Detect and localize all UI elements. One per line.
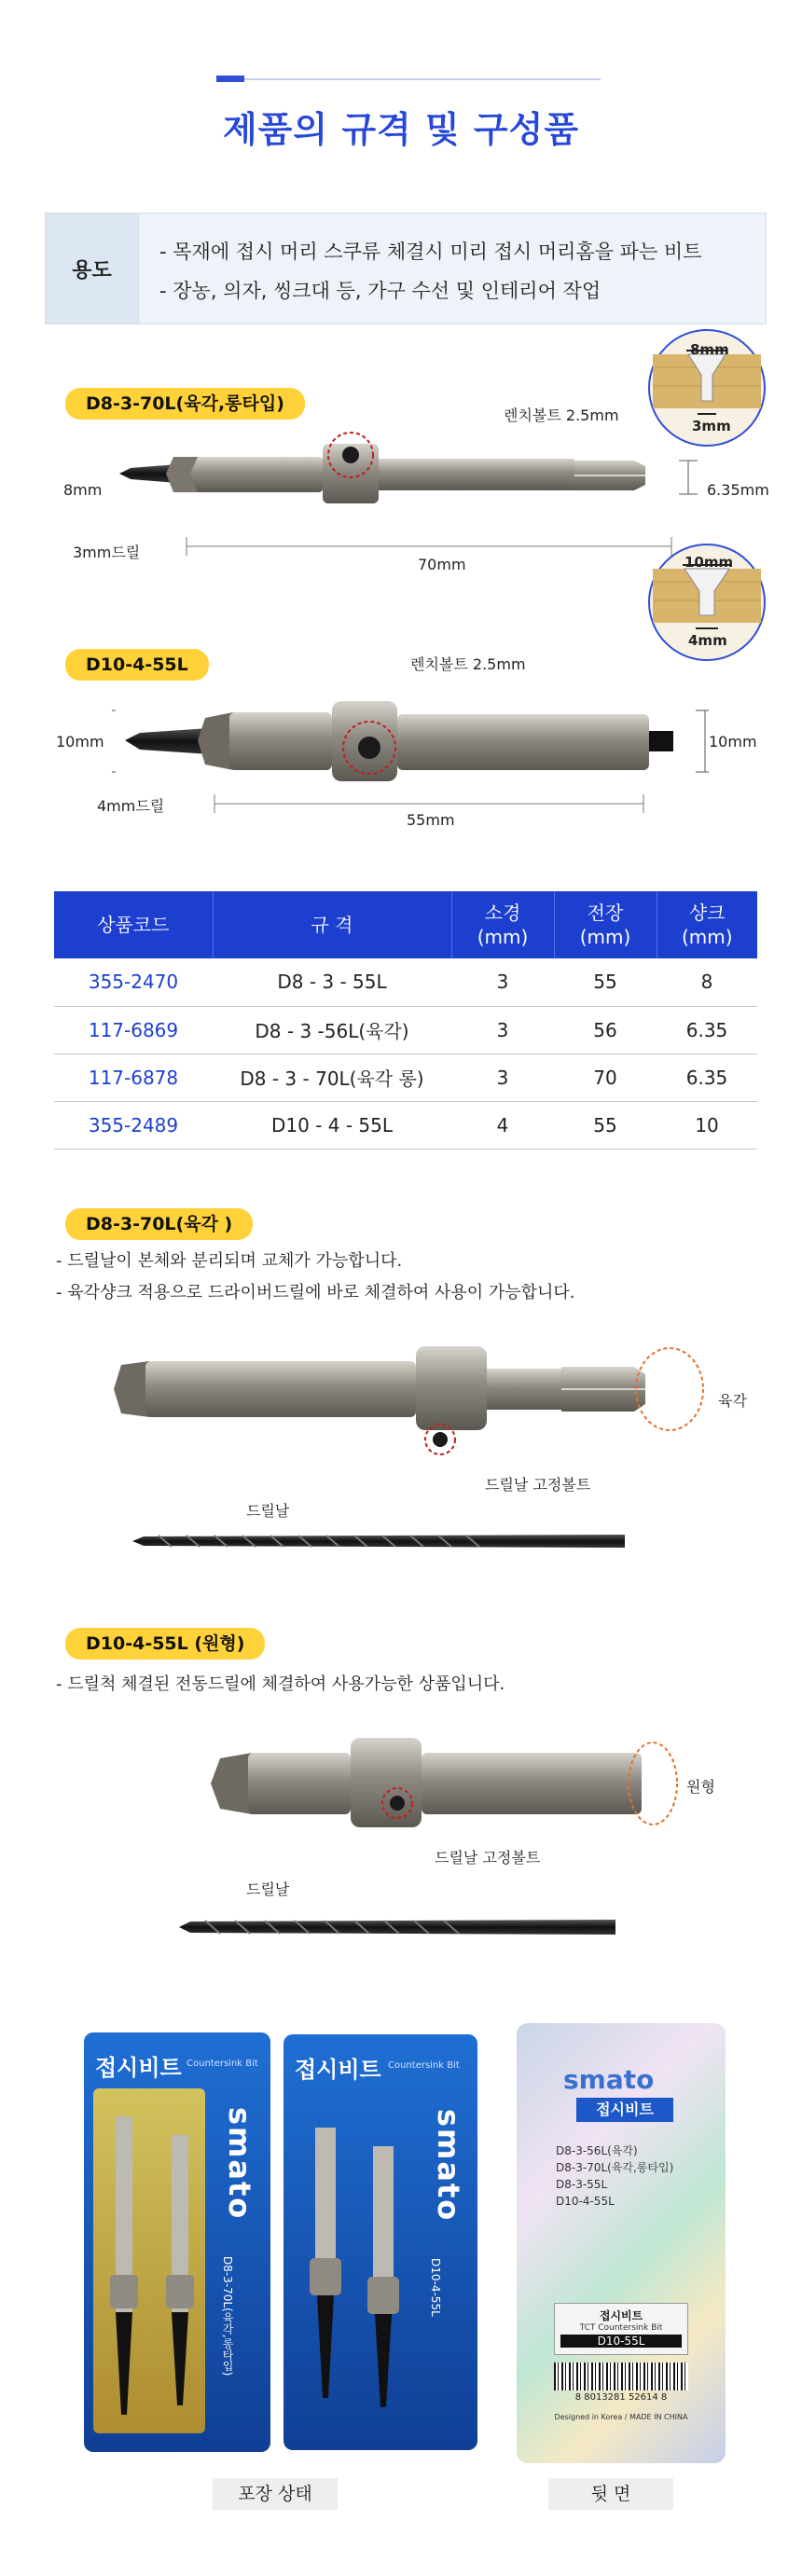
section3-desc-line: - 드릴날이 본체와 분리되며 교체가 가능합니다.	[56, 1251, 403, 1271]
back-footer: Designed in Korea / MADE IN CHINA	[554, 2413, 688, 2421]
usage-item: - 장농, 의자, 씽크대 등, 가구 수선 및 인테리어 작업	[159, 280, 602, 302]
back-option: D10-4-55L	[556, 2195, 615, 2208]
section3-desc-line: - 육각샹크 적용으로 드라이버드릴에 바로 체결하여 사용이 가능합니다.	[56, 1283, 575, 1302]
usage-list	[159, 232, 756, 310]
back-option: D8-3-55L	[556, 2178, 608, 2191]
cell-shank: 6.35	[657, 1054, 757, 1101]
header-divider	[216, 78, 601, 80]
cell-code: 355-2470	[54, 958, 213, 1006]
product2-inset-bottom: 4mm	[688, 632, 727, 649]
product2-wrench-label: 렌치볼트 2.5mm	[410, 655, 526, 673]
back-options	[556, 2142, 673, 2210]
product1-model-pill: D8-3-70L(육각,롱타입)	[65, 388, 305, 420]
product2-bit-drawing	[112, 681, 709, 820]
back-option: D8-3-56L(육각)	[556, 2144, 638, 2157]
table-row	[54, 958, 757, 1006]
back-title-badge: 접시비트	[576, 2098, 673, 2122]
product1-wrench-label: 렌치볼트 2.5mm	[504, 406, 619, 424]
cell-small-dia: 4	[451, 1101, 554, 1149]
product2-inset-top: 10mm	[684, 554, 734, 571]
section3-model-pill: D8-3-70L(육각 )	[65, 1208, 253, 1240]
package1-subtitle: Countersink Bit	[187, 2059, 258, 2069]
header-spec: 규 격	[213, 891, 451, 958]
product2-drill-label: 4mm드릴	[97, 797, 165, 815]
package1-model: D8-3-70L(육각,롱타입)	[221, 2256, 234, 2376]
product2-body-dia: 10mm	[56, 733, 104, 751]
cell-length: 55	[554, 958, 657, 1006]
section3-desc	[56, 1246, 575, 1309]
caption-back: 뒷 면	[548, 2478, 673, 2510]
back-barcode-number: 8 8013281 52614 8	[574, 2392, 668, 2403]
header-accent-bar	[216, 76, 244, 82]
table-header-row	[54, 891, 757, 958]
cell-small-dia: 3	[451, 1006, 554, 1054]
usage-item: - 목재에 접시 머리 스쿠류 체결시 미리 접시 머리홈을 파는 비트	[159, 241, 702, 263]
cell-spec: D10 - 4 - 55L	[213, 1101, 451, 1149]
product2-model-pill: D10-4-55L	[65, 649, 209, 681]
table-row	[54, 1006, 757, 1054]
caption-front: 포장 상태	[213, 2478, 338, 2510]
cell-length: 70	[554, 1054, 657, 1101]
usage-label: 용도	[46, 214, 139, 324]
package-front-1	[84, 2032, 270, 2452]
product2-shank: 10mm	[709, 733, 757, 751]
header-length: 전장 (mm)	[554, 891, 657, 958]
package2-title: 접시비트	[295, 2057, 381, 2083]
cell-shank: 8	[657, 958, 757, 1006]
section4-bolt-label: 드릴날 고정볼트	[435, 1849, 541, 1867]
product1-bit-drawing	[112, 429, 709, 569]
package1-title: 접시비트	[95, 2055, 182, 2081]
back-label-sub: TCT Countersink Bit	[579, 2323, 663, 2333]
back-label-title: 접시비트	[599, 2309, 643, 2322]
product1-inset-top: 8mm	[690, 341, 729, 358]
package2-brand: smato	[431, 2109, 466, 2223]
cell-code: 117-6878	[54, 1054, 213, 1101]
section4-drill-bit-drawing	[177, 1913, 625, 1941]
back-option: D8-3-70L(육각,롱타입)	[556, 2161, 674, 2174]
cell-shank: 6.35	[657, 1006, 757, 1054]
cell-spec: D8 - 3 - 70L(육각 롱)	[213, 1054, 451, 1101]
product1-shank: 6.35mm	[707, 481, 769, 499]
product1-length: 70mm	[418, 556, 466, 573]
package-front-2	[283, 2034, 477, 2450]
back-label-model: D10-55L	[560, 2335, 682, 2348]
section3-hex-label: 육각	[718, 1392, 747, 1410]
back-barcode	[554, 2362, 688, 2390]
back-brand: smato	[563, 2064, 655, 2095]
cell-code: 355-2489	[54, 1101, 213, 1149]
section4-body-drawing	[205, 1725, 690, 1846]
package-back	[517, 2023, 726, 2463]
back-label-box	[554, 2303, 688, 2355]
section4-drill-label: 드릴날	[246, 1880, 290, 1898]
section4-desc	[56, 1669, 505, 1701]
package2-model: D10-4-55L	[429, 2258, 442, 2317]
section3-drill-bit-drawing	[131, 1527, 634, 1555]
section4-round-label: 원형	[686, 1778, 715, 1796]
cell-spec: D8 - 3 -56L(육각)	[213, 1006, 451, 1054]
package2-bits-drawing	[302, 2118, 414, 2426]
usage-box	[45, 213, 767, 324]
package2-subtitle: Countersink Bit	[388, 2060, 460, 2071]
cell-shank: 10	[657, 1101, 757, 1149]
header-shank: 샹크 (mm)	[657, 891, 757, 958]
product2-length: 55mm	[407, 811, 455, 829]
section3-drill-label: 드릴날	[246, 1502, 290, 1520]
table-row	[54, 1054, 757, 1101]
cell-small-dia: 3	[451, 958, 554, 1006]
product1-body-dia: 8mm	[63, 481, 103, 499]
page-title: 제품의 규격 및 구성품	[222, 109, 580, 150]
cell-small-dia: 3	[451, 1054, 554, 1101]
product1-inset-bottom: 3mm	[692, 418, 731, 434]
package1-bits-drawing	[103, 2107, 205, 2424]
cell-length: 56	[554, 1006, 657, 1054]
section3-bolt-label: 드릴날 고정볼트	[485, 1476, 591, 1494]
section4-desc-line: - 드릴척 체결된 전동드릴에 체결하여 사용가능한 상품입니다.	[56, 1674, 505, 1694]
table-row	[54, 1101, 757, 1149]
product1-drill-label: 3mm드릴	[73, 544, 141, 561]
spec-table	[54, 891, 757, 1150]
cell-length: 55	[554, 1101, 657, 1149]
header-small-dia: 소경 (mm)	[451, 891, 554, 958]
section3-body-drawing	[112, 1333, 709, 1482]
cell-code: 117-6869	[54, 1006, 213, 1054]
section4-model-pill: D10-4-55L (원형)	[65, 1628, 265, 1660]
header-code: 상품코드	[54, 891, 213, 958]
package1-brand: smato	[222, 2107, 257, 2221]
cell-spec: D8 - 3 - 55L	[213, 958, 451, 1006]
